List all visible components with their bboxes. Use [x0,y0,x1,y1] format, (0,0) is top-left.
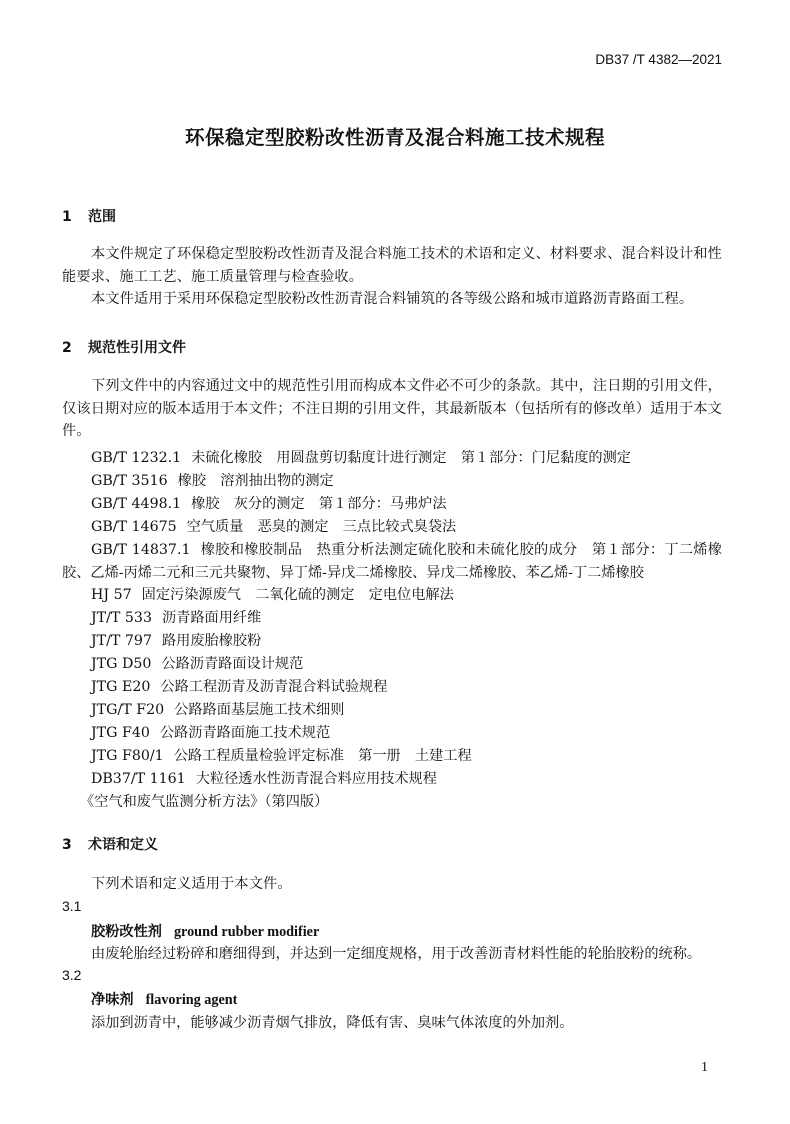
document-number: DB37 /T 4382—2021 [595,52,722,67]
term-number: 3.2 [62,967,82,983]
reference-code: GB/T 3516 [91,473,168,489]
reference-title: 公路沥青路面设计规范 [161,656,304,672]
reference-item [91,699,344,719]
reference-code: DB37/T 1161 [91,771,186,787]
page-title: 环保稳定型胶粉改性沥青及混合料施工技术规程 [184,126,605,149]
reference-code: JTG E20 [91,679,151,695]
reference-title: 公路沥青路面施工技术规范 [159,725,331,741]
term-definition: 添加到沥青中，能够减少沥青烟气排放，降低有害、臭味气体浓度的外加剂。 [91,1015,574,1031]
section-2-heading [62,337,186,357]
section-title: 范围 [88,209,116,225]
page-number: 1 [701,1060,708,1075]
reference-code: JT/T 533 [91,610,152,626]
section-title: 术语和定义 [88,837,158,853]
reference-code: JTG F80/1 [91,748,164,764]
reference-code: HJ 57 [91,587,132,603]
section-2-intro: 下列文件中的内容通过文中的规范性引用而构成本文件必不可少的条款。其中，注日期的引用文件，仅该日期对应的版本适用于本文件；不注日期的引用文件，其最新版本（包括所有的修改单）适用于本文件。 [62,378,722,439]
section-1-paragraph-2: 本文件适用于采用环保稳定型胶粉改性沥青混合料铺筑的各等级公路和城市道路沥青路面工程。 [91,291,694,307]
reference-code: GB/T 14675 [91,519,177,535]
term-definition: 由废轮胎经过粉碎和磨细得到，并达到一定细度规格，用于改善沥青材料性能的轮胎胶粉的统称。 [91,946,702,962]
reference-code: JTG D50 [91,656,152,672]
section-1-paragraph-1: 本文件规定了环保稳定型胶粉改性沥青及混合料施工技术的术语和定义、材料要求、混合料设计和性能要求、施工工艺、施工质量管理与检查验收。 [62,246,722,285]
reference-item [91,630,261,650]
reference-item [62,539,722,584]
section-title: 规范性引用文件 [88,340,186,356]
reference-item [91,516,456,536]
reference-title: 公路路面基层施工技术细则 [174,702,345,718]
section-3-intro: 下列术语和定义适用于本文件。 [91,876,292,892]
reference-code: JTG F40 [91,725,150,741]
reference-item [91,493,447,513]
reference-code: JT/T 797 [91,633,152,649]
term-en: flavoring agent [145,992,238,1008]
reference-title: 路用废胎橡胶粉 [161,633,262,649]
reference-title: 沥青路面用纤维 [161,610,262,626]
reference-title: 橡胶和橡胶制品 热重分析法测定硫化胶和未硫化胶的成分 第１部分：丁二烯橡胶、乙烯-丙烯二元和三元共聚物、异丁烯-异戊二烯橡胶、异戊二烯橡胶、苯乙烯-丁二烯橡胶 [62,542,722,581]
section-3-heading [62,834,158,854]
book-reference: 《空气和废气监测分析方法》（第四版） [80,794,329,810]
reference-title: 未硫化橡胶 用圆盘剪切黏度计进行测定 第１部分：门尼黏度的测定 [191,450,631,466]
term-heading [91,921,319,941]
term-en: ground rubber modifier [173,924,320,940]
term-number: 3.1 [62,898,82,914]
reference-code: JTG/T F20 [91,702,165,718]
reference-item [91,584,454,604]
reference-item [91,447,631,467]
reference-title: 空气质量 恶臭的测定 三点比较式臭袋法 [186,519,457,535]
reference-item [91,607,261,627]
reference-code: GB/T 1232.1 [91,450,182,466]
reference-item [91,768,437,788]
reference-title: 大粒径透水性沥青混合料应用技术规程 [195,771,437,787]
reference-item [91,722,330,742]
section-number: 1 [62,209,72,225]
reference-title: 固定污染源废气 二氧化硫的测定 定电位电解法 [141,587,454,603]
reference-title: 橡胶 溶剂抽出物的测定 [177,473,334,489]
section-1-heading [62,206,116,226]
section-number: 2 [62,340,72,356]
reference-code: GB/T 4498.1 [91,496,182,512]
reference-title: 公路工程沥青及沥青混合料试验规程 [160,679,388,695]
reference-title: 橡胶 灰分的测定 第１部分：马弗炉法 [191,496,447,512]
reference-item [91,676,387,696]
section-number: 3 [62,837,72,853]
reference-item [91,470,334,490]
reference-code: GB/T 14837.1 [91,542,191,558]
reference-item [91,745,472,765]
reference-item [91,653,303,673]
reference-title: 公路工程质量检验评定标准 第一册 土建工程 [173,748,472,764]
term-heading [91,989,237,1009]
term-zh: 净味剂 [91,992,134,1008]
term-zh: 胶粉改性剂 [91,924,162,940]
